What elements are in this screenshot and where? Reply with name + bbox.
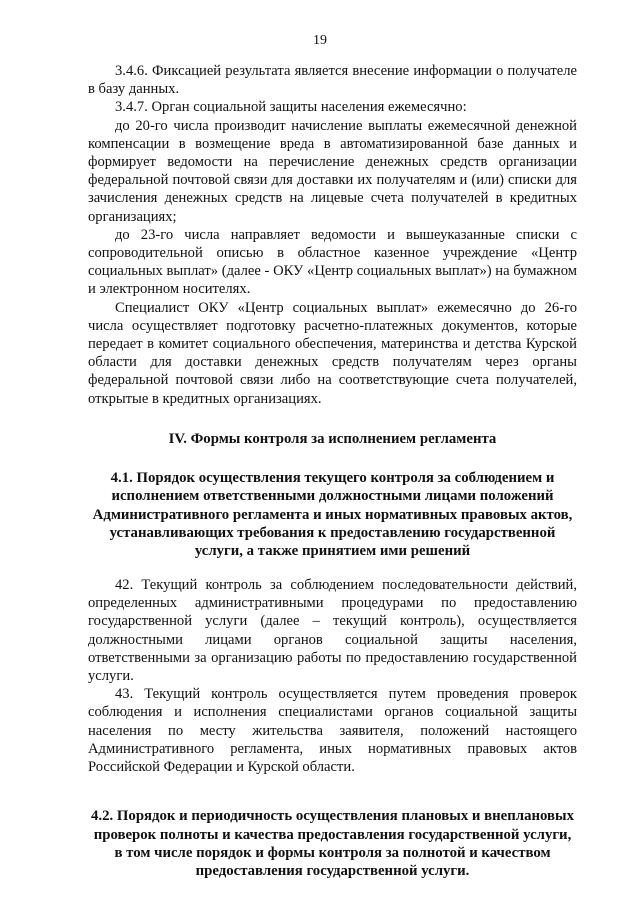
paragraph-20th-day: до 20-го числа производит начисление выплаты ежемесячной денежной компенсации в возмещение вреда в автоматизированной базе данных и формирует ведомости на перечисление денежных средств организации федеральной почтовой связи для доставки их получателям и (или) списки для зачисления денежных средств на лицевые счета получателей в кредитных организациях; bbox=[88, 117, 577, 225]
section-iv bbox=[88, 430, 577, 881]
subsection-4-2-title: 4.2. Порядок и периодичность осуществления плановых и внеплановых проверок полноты и качества предоставления государственной услуги, в том числе порядок и формы контроля за полнотой и качеством предоставления государственной услуги. bbox=[91, 808, 574, 880]
paragraph-specialist: Специалист ОКУ «Центр социальных выплат» ежемесячно до 26-го числа осуществляет подготовку расчетно-платежных документов, которые передает в комитет социального обеспечения, материнства и детства Курской области для доставки денежных средств получателям через органы федеральной почтовой связи либо на соответствующие счета получателей, открытые в кредитных организациях. bbox=[88, 299, 577, 407]
page-number: 19 bbox=[313, 33, 327, 48]
paragraph-42: 42. Текущий контроль за соблюдением последовательности действий, определенных административными процедурами по предоставлению государственной услуги (далее – текущий контроль), осуществляется должностными лицами органов социальной защиты населения, ответственными за организацию работы по предоставлению государственной услуги. bbox=[88, 576, 577, 684]
document-body bbox=[88, 62, 577, 881]
section-title: IV. Формы контроля за исполнением регламента bbox=[168, 430, 497, 447]
subsection-4-1-title: 4.1. Порядок осуществления текущего контроля за соблюдением и исполнением ответственными должностными лицами положений Административного регламента и иных нормативных правовых актов, устанавливающих требования к предоставлению государственной услуги, а также принятием ими решений bbox=[92, 469, 573, 560]
paragraph-3-4-6: 3.4.6. Фиксацией результата является внесение информации о получателе в базу данных. bbox=[88, 63, 577, 98]
paragraph-3-4-7: 3.4.7. Орган социальной защиты населения ежемесячно: bbox=[115, 99, 467, 116]
paragraph-43: 43. Текущий контроль осуществляется путем проведения проверок соблюдения и исполнения специалистами органов социальной защиты населения по месту жительства заявителя, положений настоящего Административного регламента, иных нормативных правовых актов Российской Федерации и Курской области. bbox=[88, 686, 577, 775]
paragraph-23rd-day: до 23-го числа направляет ведомости и вышеуказанные списки с сопроводительной описью в областное казенное учреждение «Центр социальных выплат» (далее - ОКУ «Центр социальных выплат») на бумажном и электронном носителях. bbox=[88, 226, 577, 298]
